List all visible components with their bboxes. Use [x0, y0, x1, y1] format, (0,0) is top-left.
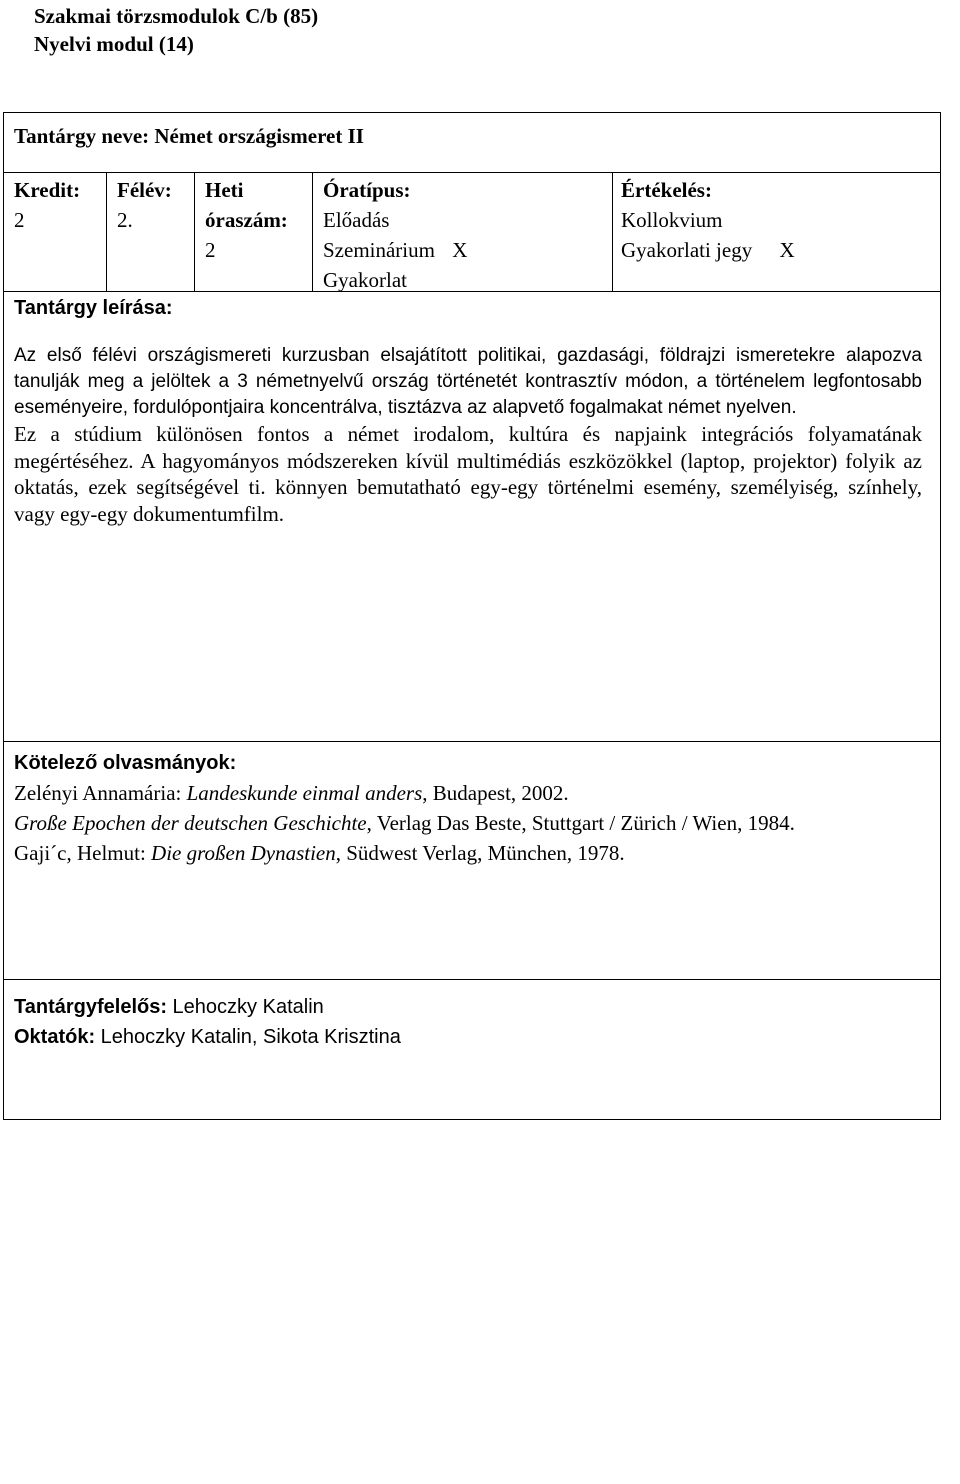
subject-name-value: Német országismeret II — [154, 124, 364, 148]
responsible-label: Tantárgyfelelős: — [14, 996, 167, 1018]
class-type-seminar-line — [323, 235, 612, 265]
evaluation-label: Értékelés: — [621, 178, 712, 202]
evaluation-practical-line — [621, 235, 939, 265]
info-divider — [4, 291, 940, 292]
responsible-line — [14, 992, 930, 1022]
evaluation-practical-grade: Gyakorlati jegy — [621, 238, 753, 262]
reading-item — [14, 838, 930, 868]
description-paragraph-2: Ez a stúdium különösen fontos a német irodalom, kultúra és napjaink integrációs folyamatának megértéséhez. A hagyományos módszereken kívül multimédiás eszközökkel (laptop, projektor) folyik az oktatás, ezek segítségével ti. könnyen bemutatható egy-egy történelmi esemény, személyiség, színhely, vagy egy-egy dokumentumfilm. — [14, 422, 922, 526]
readings-label: Kötelező olvasmányok: — [14, 752, 237, 774]
info-row — [4, 173, 940, 293]
description-paragraph-1: Az első félévi országismereti kurzusban elsajátított politikai, gazdasági, földrajzi ismeretekre alapozva tanulják meg a jelöltek a 3 németnyelvű ország történetét kontrasztív módon, a történelem legfontosabb eseményeire, fordulópontjaira koncentrálva, tisztázva az alapvető fogalmakat német nyelven. — [14, 345, 922, 418]
hours-label-1: Heti — [205, 178, 244, 202]
teachers-value: Lehoczky Katalin, Sikota Krisztina — [95, 1026, 401, 1048]
class-type-practice: Gyakorlat — [323, 268, 407, 292]
class-type-label: Óratípus: — [323, 178, 411, 202]
staff-section — [4, 979, 940, 1119]
class-type-seminar: Szeminárium — [323, 238, 435, 262]
credit-label: Kredit: — [14, 178, 81, 202]
reading-title: Die großen Dynastien — [151, 841, 336, 865]
teachers-line — [14, 1022, 930, 1052]
class-type-lecture: Előadás — [323, 208, 390, 232]
subject-sheet — [3, 112, 941, 1120]
reading-details: , Südwest Verlag, München, 1978. — [335, 841, 625, 865]
reading-author: Gaji´c, Helmut: — [14, 841, 152, 865]
teachers-label: Oktatók: — [14, 1026, 96, 1048]
hours-cell — [195, 173, 313, 291]
reading-item — [14, 778, 930, 808]
submodule-title: Nyelvi modul (14) — [34, 32, 194, 56]
module-title: Szakmai törzsmodulok C/b (85) — [34, 4, 319, 28]
semester-cell — [107, 173, 195, 291]
reading-item — [14, 808, 930, 838]
reading-title: Große Epochen der deutschen Geschichte — [14, 811, 367, 835]
description-section — [4, 293, 940, 741]
reading-details: , Verlag Das Beste, Stuttgart / Zürich / Wien, 1984. — [366, 811, 795, 835]
hours-value: 2 — [205, 238, 216, 262]
reading-author: Zelényi Annamária: — [14, 781, 187, 805]
reading-title: Landeskunde einmal anders — [186, 781, 423, 805]
semester-label: Félév: — [117, 178, 172, 202]
credit-value: 2 — [14, 208, 25, 232]
reading-details: , Budapest, 2002. — [422, 781, 569, 805]
semester-value: 2. — [117, 208, 133, 232]
class-type-seminar-mark: X — [452, 238, 468, 262]
responsible-value: Lehoczky Katalin — [167, 996, 324, 1018]
evaluation-colloquium: Kollokvium — [621, 208, 723, 232]
credit-cell — [4, 173, 107, 291]
evaluation-cell — [613, 173, 939, 291]
subject-name-row — [4, 113, 940, 173]
subject-name-label: Tantárgy neve: — [14, 124, 150, 148]
class-type-cell — [313, 173, 613, 291]
description-label: Tantárgy leírása: — [14, 297, 173, 319]
required-readings-section — [4, 741, 940, 979]
evaluation-practical-mark: X — [779, 238, 795, 262]
hours-label-2: óraszám: — [205, 208, 288, 232]
